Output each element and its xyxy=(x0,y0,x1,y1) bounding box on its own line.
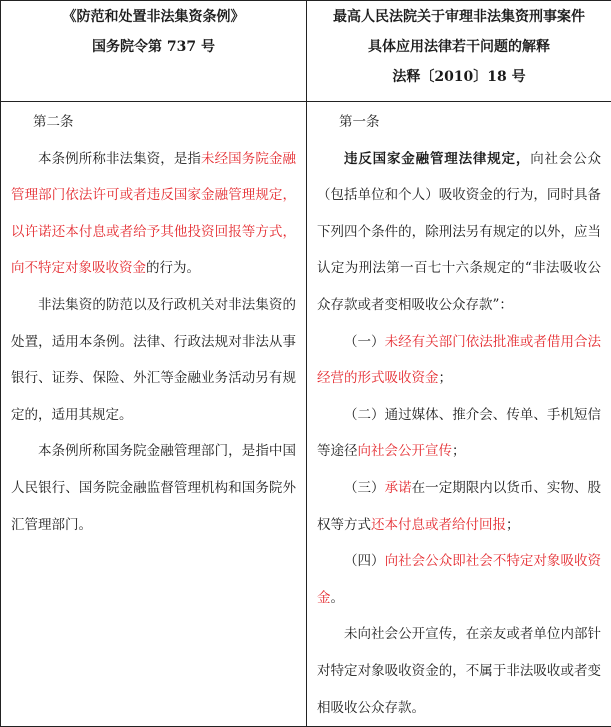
right-item-3-text: 在一定期限内以货币、实物、股权等方式 xyxy=(317,480,601,533)
left-header xyxy=(1,1,307,102)
right-p1-bold: 违反国家金融管理法律规定， xyxy=(344,151,530,167)
left-paragraph-2: 非法集资的防范以及行政机关对非法集资的处置，适用本条例。法律、行政法规对非法从事银行、证券、保险、外汇等金融业务活动另有规定的，适用其规定。 xyxy=(11,287,296,433)
right-item-3-highlight-1: 承诺 xyxy=(385,480,412,496)
left-p1-highlight: 未经国务院金融管理部门依法许可或者违反国家金融管理规定，以许诺还本付息或者给予其他投资回报等方式，向不特定对象吸收资金 xyxy=(11,151,296,277)
right-header-title-line2: 具体应用法律若干问题的解释 xyxy=(308,32,610,62)
left-header-title: 《防范和处置非法集资条例》 xyxy=(2,2,305,32)
right-item-1 xyxy=(317,324,601,397)
right-body xyxy=(307,102,611,727)
right-header xyxy=(307,1,611,102)
right-item-2-highlight: 向社会公开宣传 xyxy=(358,443,453,459)
right-item-3-highlight-2: 还本付息或者给付回报 xyxy=(371,517,506,533)
right-item-2 xyxy=(317,397,601,470)
right-item-3 xyxy=(317,470,601,543)
left-header-number: 国务院令第 737 号 xyxy=(2,32,305,62)
right-item-4-end: 。 xyxy=(331,590,345,606)
right-header-number: 法释〔2010〕18 号 xyxy=(308,62,610,92)
left-p1-text: 本条例所称非法集资，是指 xyxy=(38,151,201,167)
right-item-1-num: （一） xyxy=(344,334,385,350)
header-row xyxy=(1,1,611,102)
left-article-number: 第二条 xyxy=(33,104,296,141)
right-p1-text: 向社会公众（包括单位和个人）吸收资金的行为，同时具备下列四个条件的，除刑法另有规定的以外，应当认定为刑法第一百七十六条规定的“非法吸收公众存款或者变相吸收公众存款”： xyxy=(317,151,601,313)
right-item-4-num: （四） xyxy=(344,553,385,569)
left-p1-end: 的行为。 xyxy=(146,260,200,276)
right-header-title-line1: 最高人民法院关于审理非法集资刑事案件 xyxy=(308,2,610,32)
right-article-number: 第一条 xyxy=(339,104,601,141)
right-item-3-num: （三） xyxy=(344,480,385,496)
right-item-4-highlight: 向社会公众即社会不特定对象吸收资金 xyxy=(317,553,601,606)
left-body xyxy=(1,102,307,727)
right-item-4 xyxy=(317,543,601,616)
right-item-3-end: ； xyxy=(506,517,520,533)
left-paragraph-1 xyxy=(11,141,296,287)
right-item-2-end: ； xyxy=(452,443,466,459)
right-item-1-end: ； xyxy=(439,370,453,386)
right-item-2-text: （二）通过媒体、推介会、传单、手机短信等途径 xyxy=(317,407,601,460)
right-paragraph-last: 未向社会公开宣传，在亲友或者单位内部针对特定对象吸收资金的，不属于非法吸收或者变相吸收公众存款。 xyxy=(317,616,601,726)
right-item-1-highlight: 未经有关部门依法批准或者借用合法经营的形式吸收资金 xyxy=(317,334,601,387)
left-paragraph-3: 本条例所称国务院金融管理部门，是指中国人民银行、国务院金融监督管理机构和国务院外汇管理部门。 xyxy=(11,433,296,543)
body-row xyxy=(1,102,611,727)
right-paragraph-1 xyxy=(317,141,601,324)
